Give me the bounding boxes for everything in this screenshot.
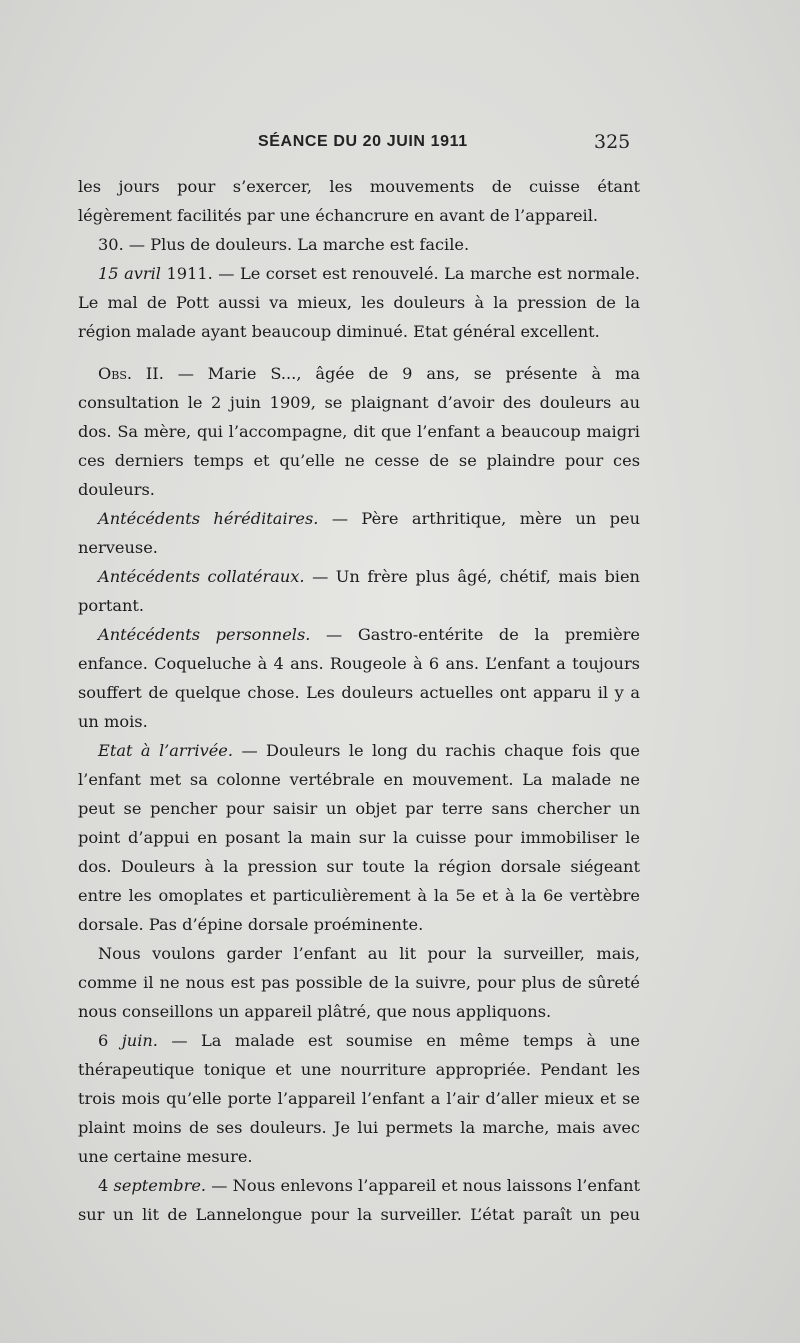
paragraph-text: — La malade est soumise en même temps à une thérapeutique tonique et une nourriture appropriée. Pendant les trois mois qu’elle porte l’appareil l’enfant a l’air d’aller mieux et se plaint moins de ses douleurs. Je lui permets la marche, mais avec une certaine mesure.	[78, 1031, 640, 1166]
section-label: Antécédents collatéraux.	[98, 567, 305, 586]
date-number: 4	[98, 1176, 109, 1195]
body-text	[78, 172, 640, 1229]
page-header	[0, 131, 800, 159]
paragraph-text: — Gastro-entérite de la première enfance. Coqueluche à 4 ans. Rougeole à 6 ans. L’enfant a toujours souffert de quelque chose. Les douleurs actuelles ont apparu il y a un mois.	[78, 625, 640, 731]
paragraph-june	[78, 1026, 640, 1171]
paragraph-text: — Nous enlevons l’appareil et nous laissons l’enfant sur un lit de Lannelongue pour la surveiller. L’état paraît un peu	[78, 1176, 641, 1224]
paragraph-hereditary-history	[78, 504, 640, 562]
date-number: 6	[98, 1031, 109, 1050]
paragraph-treatment: Nous voulons garder l’enfant au lit pour la surveiller, mais, comme il ne nous est pas possible de la suivre, pour plus de sûreté nous conseillons un appareil plâtré, que nous appliquons.	[78, 944, 640, 1021]
date-label: juin.	[108, 1031, 158, 1050]
paragraph-text: — Douleurs le long du rachis chaque fois que l’enfant met sa colonne vertébrale en mouvement. La malade ne peut se pencher pour saisir un objet par terre sans chercher un point d’appui en posant la main sur la cuisse pour immobiliser le dos. Douleurs à la pression sur toute la région dorsale siégeant entre les omoplates et particulièrement à la 5e et à la 6e vertèbre dorsale. Pas d’épine dorsale proéminente.	[78, 741, 641, 934]
section-label: Etat à l’arrivée.	[98, 741, 234, 760]
date-label: septembre.	[108, 1176, 207, 1195]
date-label: 15 avril	[98, 264, 161, 283]
paragraph-september	[78, 1171, 640, 1229]
paragraph-day-30: 30. — Plus de douleurs. La marche est facile.	[98, 235, 470, 254]
paragraph-state-on-arrival	[78, 736, 640, 939]
paragraph-continued: les jours pour s’exercer, les mouvements de cuisse étant légèrement facilités par une échancrure en avant de l’appareil.	[78, 177, 640, 225]
running-head: SÉANCE DU 20 JUIN 1911	[258, 133, 468, 150]
paragraph-personal-history	[78, 620, 640, 736]
paragraph-collateral-history	[78, 562, 640, 620]
page-number: 325	[594, 131, 631, 153]
paragraph-text: — Marie S..., âgée de 9 ans, se présente à ma consultation le 2 juin 1909, se plaignant d’avoir des douleurs au dos. Sa mère, qui l’accompagne, dit que l’enfant a beaucoup maigri ces derniers temps et qu’elle ne cesse de se plaindre pour ces douleurs.	[78, 364, 640, 499]
paragraph-text: — Père arthritique, mère un peu nerveuse.	[78, 509, 640, 557]
section-label: Antécédents personnels.	[98, 625, 311, 644]
paragraph-april-1911	[78, 259, 640, 346]
observation-label: Obs. II.	[98, 364, 164, 383]
paragraph-text: — Un frère plus âgé, chétif, mais bien portant.	[78, 567, 640, 615]
paragraph-observation-2	[78, 359, 640, 504]
section-label: Antécédents héréditaires.	[98, 509, 319, 528]
paragraph-text: 1911. — Le corset est renouvelé. La marche est normale. Le mal de Pott aussi va mieux, les douleurs à la pression de la région malade ayant beaucoup diminué. Etat général excellent.	[78, 264, 640, 341]
